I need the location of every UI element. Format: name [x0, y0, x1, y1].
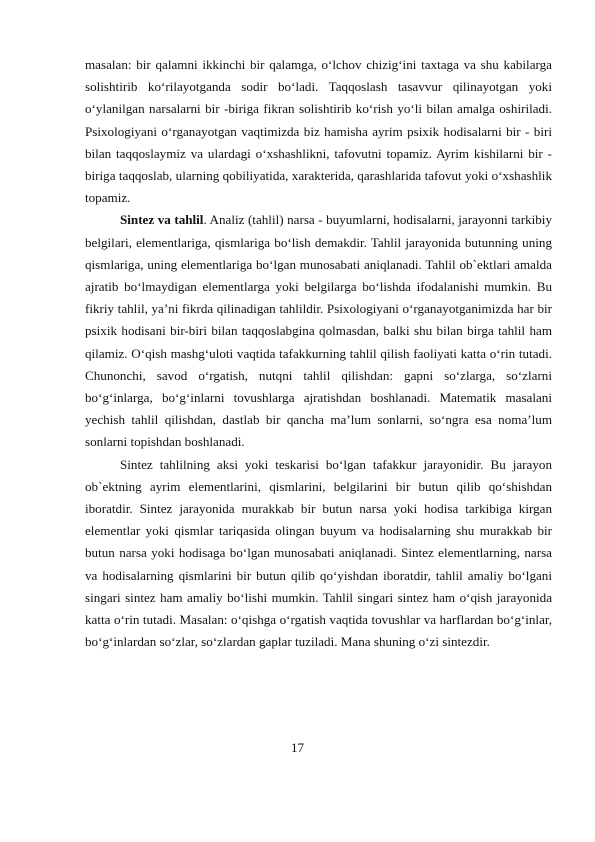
section-term-heading: Sintez va tahlil: [120, 212, 204, 228]
paragraph-synthesis-analysis: [85, 209, 552, 453]
page-body: [85, 54, 552, 653]
paragraph-synthesis: Sintez tahlilning aksi yoki teskarisi bo‘lgan tafakkur jarayonidir. Bu jarayon ob`ektning ayrim elementlarini, qismlarini, belgilarini bir butun qilib qo‘shishdan iboratdir. Sintez jarayonida murakkab bir butun narsa yoki hodisa tarkibiga kirgan elementlar yoki qismlar tariqasida olingan buyum va hodisalarning shu murakkab bir butun narsa yoki hodisaga bo‘lgan munosabati aniqlanadi. Sintez elementlarning, narsa va hodisalarning qismlarini bir butun qilib qo‘yishdan iboratdir, tahlil amaliy bo‘lgani singari sintez ham amaliy bo‘lishi mumkin. Tahlil singari sintez ham o‘qish jarayonida katta o‘rin tutadi. Masalan: o‘qishga o‘rgatish vaqtida tovushlar va harflardan bo‘g‘inlar, bo‘g‘inlardan so‘zlar, so‘zlardan gaplar tuziladi. Mana shuning o‘zi sintezdir.: [85, 456, 552, 650]
paragraph-comparison: masalan: bir qalamni ikkinchi bir qalamga, o‘lchov chizig‘ini taxtaga va shu kabilarga solishtirib ko‘rilayotganda sodir bo‘ladi. Taqqoslash tasavvur qilinayotgan yoki o‘ylanilgan narsalarni bir -biriga fikran solishtirib ko‘rish yo‘li bilan amalga oshiriladi. Psixologiyani o‘rganayotgan vaqtimizda biz hamisha ayrim psixik hodisalarni bir - biri bilan taqqoslaymiz va ulardagi o‘xshashlikni, tafovutni topamiz. Ayrim kishilarni bir -biriga taqqoslab, ularning qobiliyatida, xarakterida, qarashlarida tafovut yoki o‘xshashlik topamiz.: [85, 57, 552, 206]
page-number: 17: [290, 740, 305, 755]
paragraph-analysis-text: . Analiz (tahlil) narsa - buyumlarni, hodisalarni, jarayonni tarkibiy belgilari, elementlariga, qismlariga bo‘lish demakdir. Tahlil jarayonida butunning uning qismlariga, uning elementlariga bo‘lgan munosabati aniqlanadi. Tahlil ob`ektlari amalda ajratib bo‘lmaydigan elementlarga yoki belgilarga bo‘lishda ifodalanishi mumkin. Bu fikriy tahlil, ya’ni fikrda qilinadigan tahlildir. Psixologiyani o‘rganayotganimizda har bir psixik hodisani bir-biri bilan taqqoslabgina qolmasdan, balki shu bilan birga tahlil ham qilamiz. O‘qish mashg‘uloti vaqtida tafakkurning tahlil qilish faoliyati katta o‘rin tutadi. Chunonchi, savod o‘rgatish, nutqni tahlil qilishdan: gapni so‘zlarga, so‘zlarni bo‘g‘inlarga, bo‘g‘inlarni tovushlarga ajratishdan boshlanadi. Matematik masalani yechish tahlil qilishdan, dastlab bir qancha ma’lum sonlarni, so‘ngra esa noma’lum sonlarni topishdan boshlanadi.: [85, 212, 552, 450]
